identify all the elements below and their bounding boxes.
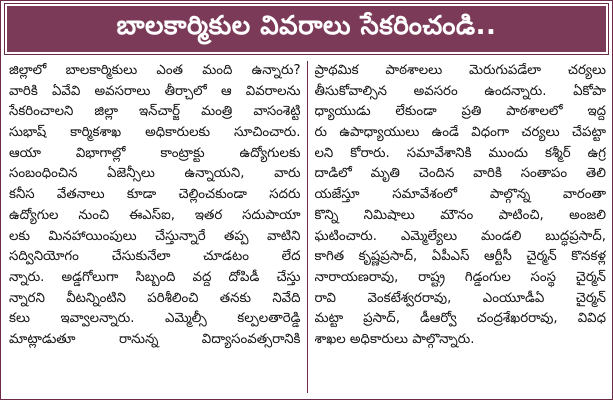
right-line-9: ఘటించారు. ఎమ్మెల్యేలు మండలి బుద్ధప్రసాద్, — [314, 228, 606, 244]
right-line-8: కొన్ని నిమిషాలు మౌనం పాటించి, అంజలి — [314, 207, 606, 223]
left-column — [9, 61, 307, 393]
left-line-13: కలు ఇవ్వాలన్నారు. ఎమ్మెల్సీ కల్పలతారెడ్డి — [9, 311, 301, 327]
right-line-6: దాడిలో మృతి చెందిన వారికి సంతాపం తెలి — [314, 166, 606, 182]
right-line-7: యజేస్తూ సమావేశంలో పాల్గొన్న వారంతా — [314, 187, 606, 203]
right-line-12: రావి వెంకటేశ్వరరావు, ఎంయూడీఏ చైర్మన్ — [314, 290, 606, 306]
left-line-3: సేకరించాలని జిల్లా ఇన్‌చార్జ్ మంత్రి వాసంశెట్టి — [9, 104, 301, 120]
right-line-3: ధ్యాయుడు లేకుండా ప్రతి పాఠశాలలో ఇద్ద — [314, 104, 606, 120]
left-line-5: ఆయా విభాగాల్లో కాంట్రాక్టు ఉద్యోగులకు — [9, 145, 301, 161]
right-line-14: శాఖల అధికారులు పాల్గొన్నారు. — [314, 331, 475, 347]
left-line-7: కనీస వేతనాలు కూడా చెల్లించకుండా సదరు — [9, 187, 301, 203]
right-line-1: ప్రాథమిక పాఠశాలలు మెరుగుపడేలా చర్యలు — [314, 63, 606, 78]
left-line-2: వారికి ఏవేవి అవసరాలు తీర్చాలో ఆ వివరాలను — [9, 83, 301, 99]
left-line-4: సుభాష్ కార్మికశాఖ అధికారులకు సూచించారు. — [9, 125, 301, 141]
right-line-2: తీసుకోవాల్సిన అవసరం ఉందన్నారు. ఏకోపా — [314, 83, 606, 99]
right-line-4: రు ఉపాధ్యాయులు ఉండే విధంగా చర్యలు చేపట్టా — [314, 125, 606, 141]
left-line-8: ఉద్యోగుల నుంచి ఈఎస్ఐ, ఇతర సదుపాయా — [9, 207, 301, 223]
left-line-6: సంబంధించిన ఏజెన్సీలు ఉన్నాయని, వారు — [9, 166, 301, 182]
headline: బాలకార్మికుల వివరాలు సేకరించండి.. — [116, 11, 497, 41]
right-line-13: మట్టా ప్రసాద్, డీఆర్వో చంద్రశేఖరరావు, వివిధ — [314, 311, 606, 327]
left-line-10: సద్వినియోగం చేసుకునేలా చూడటం లేద — [9, 249, 301, 265]
left-line-1: జిల్లాలో బాలకార్మికులు ఎంత మంది ఉన్నారు? — [9, 63, 301, 78]
left-line-12: న్నారని వీటన్నింటిని పరిశీలించి తనకు నివేది — [9, 290, 301, 306]
article-body — [9, 61, 606, 393]
left-line-11: న్నారు. అడ్డగోలుగా సిబ్బంది వద్ద దోపిడీ చేస్తు — [9, 269, 301, 285]
right-column — [308, 61, 607, 393]
left-line-14: మాట్లాడుతూ రానున్న విద్యాసంవత్సరానికి — [9, 331, 301, 347]
right-line-10: కాగిత కృష్ణప్రసాద్, ఏపీఎస్ ఆర్టీసీ చైర్మన్ కొనకళ్ల — [314, 249, 606, 265]
right-line-5: లని కోరారు. సమావేశానికి ముందు కశ్మీర్ ఉగ్ర — [314, 145, 606, 161]
left-line-9: లకు మినహాయింపులు చేస్తున్నారే తప్ప వాటిని — [9, 228, 301, 244]
headline-bar — [5, 4, 608, 54]
right-line-11: నారాయణరావు, రాష్ట్ర గిడ్డంగుల సంస్థ చైర్మన్ — [314, 269, 606, 285]
